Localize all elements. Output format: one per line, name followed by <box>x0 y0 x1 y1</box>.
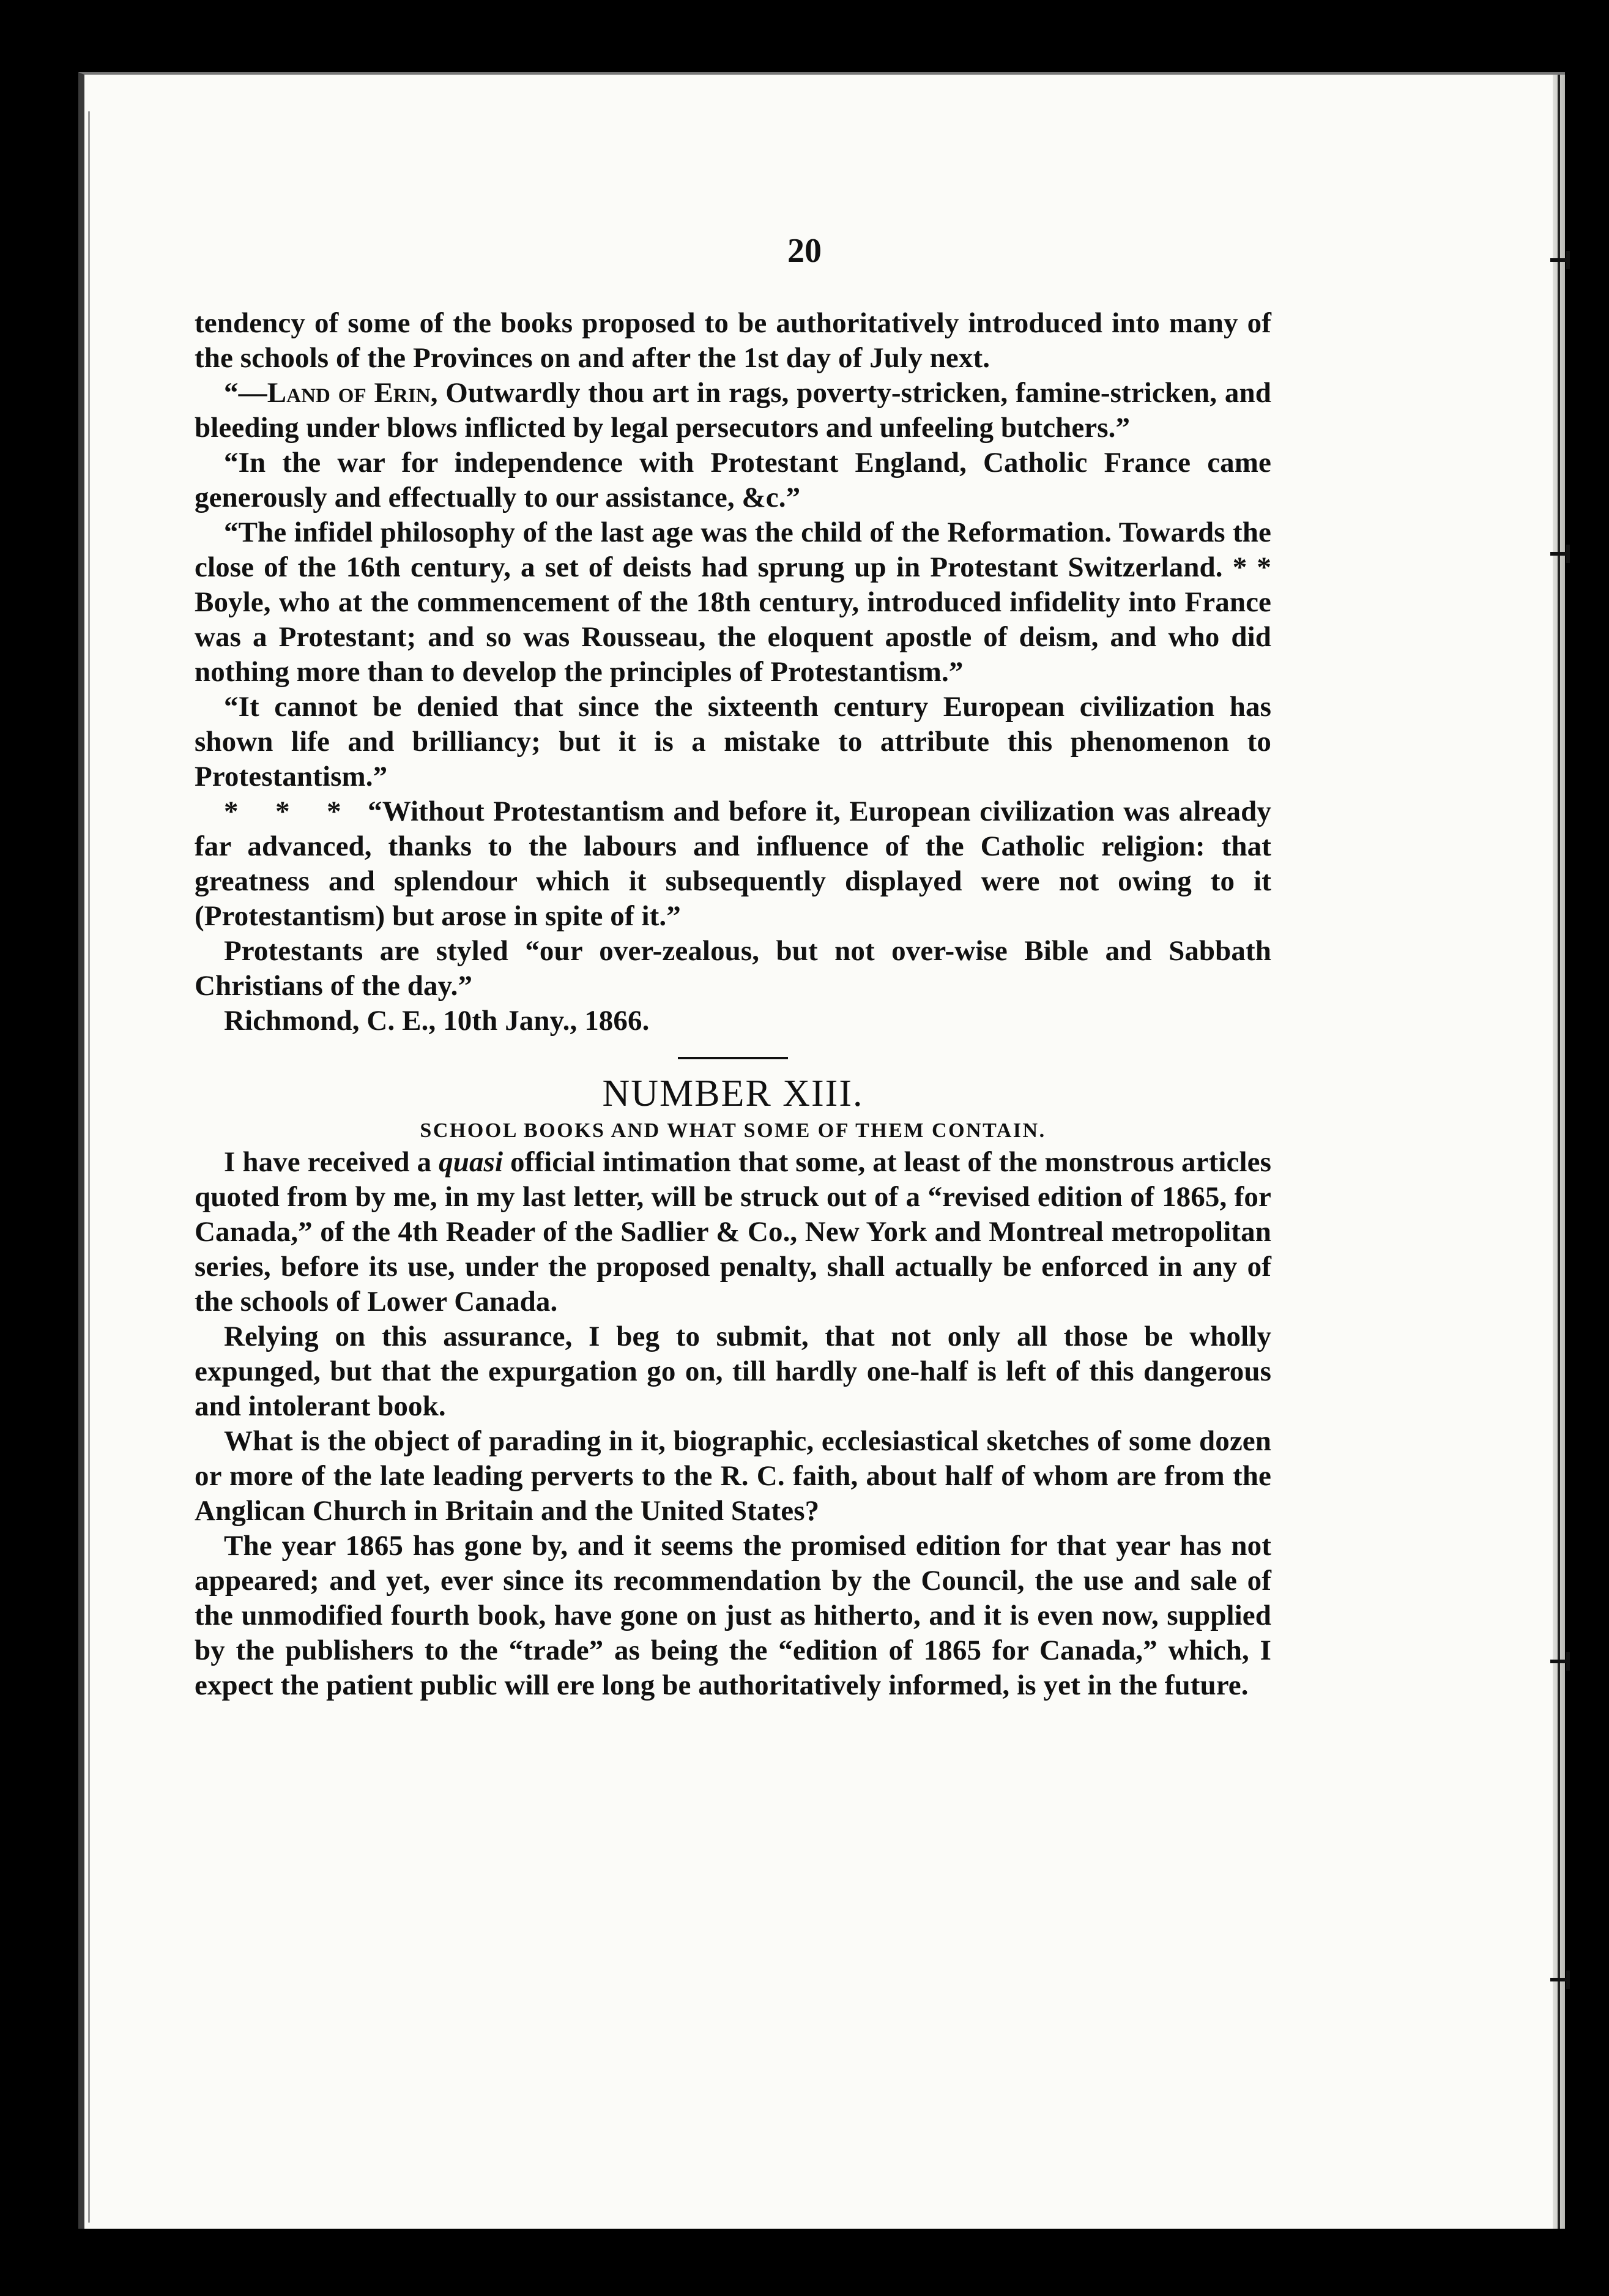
quote-text: “Without Protestantism and before it, European civilization was already far advanced, thanks to the labours and influence of the Catholic religion: that greatness and splendour which it subsequently displayed were not owing to it (Protestantism) but arose in spite of it.” <box>195 796 1271 932</box>
quote-paragraph <box>195 376 1271 445</box>
edge-marker <box>1550 1978 1570 1981</box>
quote-paragraph: “It cannot be denied that since the sixteenth century European civilization has shown life and brilliancy; but it is a mistake to attribute this phenomenon to Protestantism.” <box>195 691 1271 792</box>
edge-marker <box>1550 552 1570 556</box>
asterisks: * * * <box>224 796 341 827</box>
quote-text: , Outwardly thou art in rags, poverty-stricken, famine-stricken, and bleeding under blows inflicted by legal persecutors and unfeeling butchers.” <box>195 377 1271 444</box>
italic-word: quasi <box>439 1146 504 1178</box>
paragraph <box>195 1145 1271 1319</box>
quote-paragraph: “In the war for independence with Protestant England, Catholic France came generously and effectually to our assistance, &c.” <box>195 447 1271 513</box>
text-run: official intimation that some, at least of the monstrous articles quoted from by me, in my last letter, will be struck out of a “revised edition of 1865, for Canada,” of the 4th Reader of the Sadlier & Co., New York and Montreal metropolitan series, before its use, under the proposed penalty, shall actually be enforced in any of the schools of Lower Canada. <box>195 1146 1271 1318</box>
paragraph: tendency of some of the books proposed to be authoritatively introduced into many of the schools of the Provinces on and after the 1st day of July next. <box>195 307 1271 374</box>
quote-lead: “— <box>224 377 267 409</box>
paragraph: Protestants are styled “our over-zealous, but not over-wise Bible and Sabbath Christians of the day.” <box>195 935 1271 1002</box>
signature-line: Richmond, C. E., 10th Jany., 1866. <box>224 1005 650 1037</box>
page-text <box>195 306 1271 1703</box>
section-heading: NUMBER XIII. <box>602 1073 864 1114</box>
paragraph: Relying on this assurance, I beg to submit, that not only all those be wholly expunged, but that the expurgation go on, till hardly one-half is left of this dangerous and intolerant book. <box>195 1321 1271 1422</box>
section-divider <box>678 1057 788 1059</box>
paragraph: What is the object of parading in it, biographic, ecclesiastical sketches of some dozen or more of the late leading perverts to the R. C. faith, about half of whom are from the Anglican Church in Britain and the United States? <box>195 1425 1271 1527</box>
page-number: 20 <box>787 232 822 270</box>
quote-paragraph: “The infidel philosophy of the last age was the child of the Reformation. Towards the close of the 16th century, a set of deists had sprung up in Protestant Switzerland. * * Boyle, who at the commencement of the 18th century, introduced infidelity into France was a Protestant; and so was Rousseau, the eloquent apostle of deism, and who did nothing more than to develop the principles of Protestantism.” <box>195 516 1271 688</box>
text-run: I have received a <box>224 1146 439 1178</box>
paragraph: The year 1865 has gone by, and it seems the promised edition for that year has not appeared; and yet, ever since its recommendation by the Council, the use and sale of the unmodified fourth book, have gone on just as hitherto, and it is even now, supplied by the publishers to the “trade” as being the “edition of 1865 for Canada,” which, I expect the patient public will ere long be authoritatively informed, is yet in the future. <box>195 1530 1271 1701</box>
quote-smallcaps: Land of Erin <box>267 377 431 409</box>
edge-marker <box>1550 1660 1570 1663</box>
binding-spine-line <box>88 111 90 2223</box>
section-subheading: SCHOOL BOOKS AND WHAT SOME OF THEM CONTAIN. <box>420 1119 1046 1142</box>
quote-paragraph <box>195 794 1271 934</box>
page-edge-line <box>1558 75 1560 2229</box>
